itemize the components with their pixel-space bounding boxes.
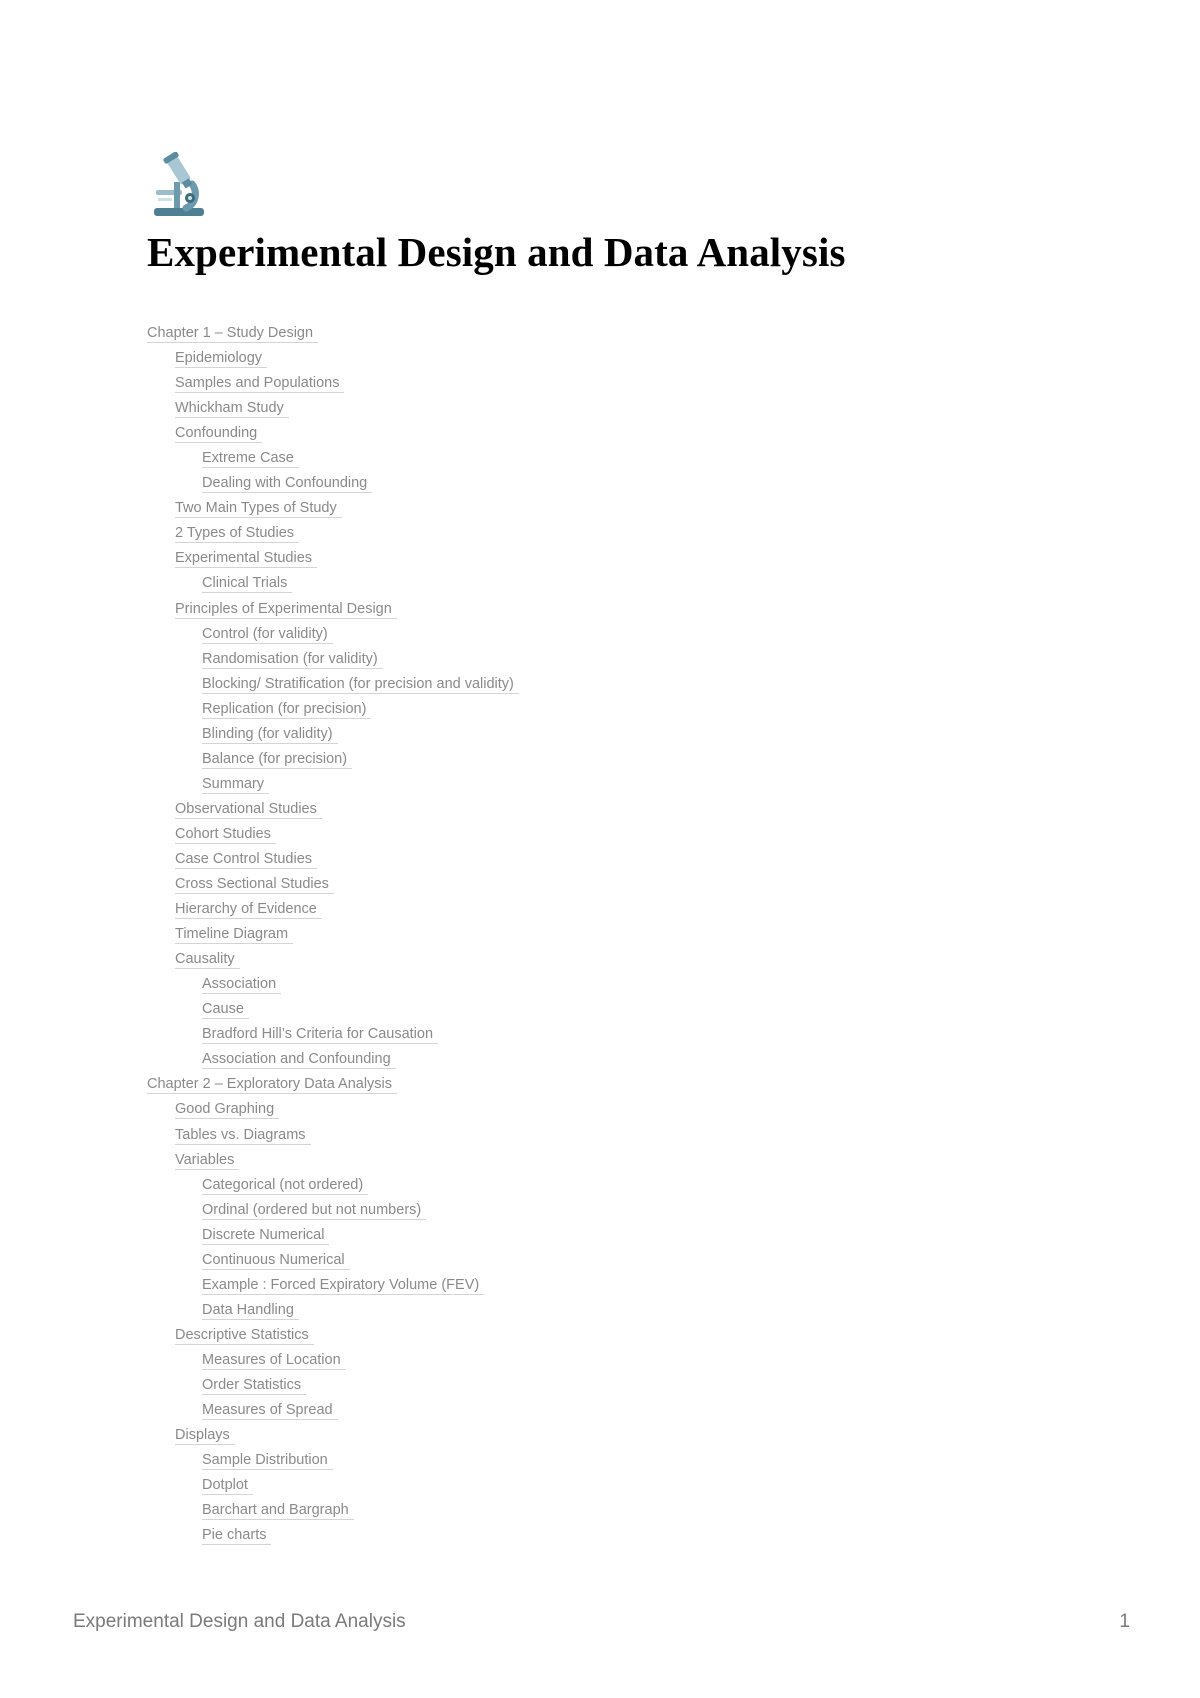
toc-link[interactable]: Summary <box>202 776 269 794</box>
toc-link[interactable]: Variables <box>175 1152 239 1170</box>
toc-item <box>147 545 1107 570</box>
toc-item <box>147 746 1107 771</box>
toc-link[interactable]: Continuous Numerical <box>202 1252 350 1270</box>
toc-item <box>147 520 1107 545</box>
toc-item <box>147 1322 1107 1347</box>
toc-link[interactable]: Confounding <box>175 425 262 443</box>
toc-item <box>147 1046 1107 1071</box>
toc-item <box>147 1096 1107 1121</box>
toc-link[interactable]: Whickham Study <box>175 400 289 418</box>
toc-link[interactable]: Categorical (not ordered) <box>202 1177 368 1195</box>
toc-item <box>147 1347 1107 1372</box>
toc-item <box>147 946 1107 971</box>
toc-item <box>147 1522 1107 1547</box>
toc-link[interactable]: Observational Studies <box>175 801 322 819</box>
toc-item <box>147 921 1107 946</box>
toc-link[interactable]: Measures of Location <box>202 1352 346 1370</box>
toc-item <box>147 320 1107 345</box>
toc-link[interactable]: Blocking/ Stratification (for precision and validity) <box>202 676 519 694</box>
toc-link[interactable]: Sample Distribution <box>202 1452 333 1470</box>
microscope-icon <box>150 152 212 218</box>
toc-link[interactable]: Hierarchy of Evidence <box>175 901 322 919</box>
toc-item <box>147 971 1107 996</box>
toc-item <box>147 871 1107 896</box>
toc-link[interactable]: Randomisation (for validity) <box>202 651 383 669</box>
toc-item <box>147 671 1107 696</box>
toc-link[interactable]: Dotplot <box>202 1477 253 1495</box>
toc-item <box>147 846 1107 871</box>
toc-link[interactable]: Measures of Spread <box>202 1402 338 1420</box>
toc-link[interactable]: Clinical Trials <box>202 575 292 593</box>
toc-link[interactable]: Tables vs. Diagrams <box>175 1127 311 1145</box>
toc-link[interactable]: Timeline Diagram <box>175 926 293 944</box>
toc-item <box>147 1122 1107 1147</box>
footer-page-number: 1 <box>1119 1611 1130 1632</box>
toc-item <box>147 1297 1107 1322</box>
toc-link[interactable]: 2 Types of Studies <box>175 525 299 543</box>
toc-link[interactable]: Association <box>202 976 281 994</box>
toc-item <box>147 370 1107 395</box>
toc-link[interactable]: Cause <box>202 1001 249 1019</box>
table-of-contents <box>147 320 1107 1547</box>
toc-link[interactable]: Balance (for precision) <box>202 751 352 769</box>
toc-item <box>147 1472 1107 1497</box>
toc-link[interactable]: Chapter 2 – Exploratory Data Analysis <box>147 1076 397 1094</box>
toc-item <box>147 1197 1107 1222</box>
toc-item <box>147 1447 1107 1472</box>
toc-item <box>147 470 1107 495</box>
toc-link[interactable]: Data Handling <box>202 1302 299 1320</box>
toc-item <box>147 445 1107 470</box>
toc-link[interactable]: Discrete Numerical <box>202 1227 329 1245</box>
toc-item <box>147 570 1107 595</box>
toc-item <box>147 345 1107 370</box>
toc-item <box>147 721 1107 746</box>
toc-link[interactable]: Replication (for precision) <box>202 701 371 719</box>
toc-link[interactable]: Barchart and Bargraph <box>202 1502 354 1520</box>
toc-link[interactable]: Cross Sectional Studies <box>175 876 334 894</box>
toc-item <box>147 696 1107 721</box>
toc-item <box>147 1147 1107 1172</box>
toc-link[interactable]: Samples and Populations <box>175 375 344 393</box>
footer-document-title: Experimental Design and Data Analysis <box>73 1611 406 1632</box>
toc-link[interactable]: Epidemiology <box>175 350 267 368</box>
toc-link[interactable]: Good Graphing <box>175 1101 279 1119</box>
toc-item <box>147 996 1107 1021</box>
toc-item <box>147 1021 1107 1046</box>
toc-link[interactable]: Pie charts <box>202 1527 271 1545</box>
toc-item <box>147 1497 1107 1522</box>
toc-item <box>147 1071 1107 1096</box>
toc-link[interactable]: Association and Confounding <box>202 1051 396 1069</box>
toc-item <box>147 1422 1107 1447</box>
toc-link[interactable]: Case Control Studies <box>175 851 317 869</box>
toc-item <box>147 395 1107 420</box>
toc-link[interactable]: Two Main Types of Study <box>175 500 342 518</box>
toc-link[interactable]: Causality <box>175 951 240 969</box>
toc-link[interactable]: Ordinal (ordered but not numbers) <box>202 1202 426 1220</box>
toc-link[interactable]: Bradford Hill’s Criteria for Causation <box>202 1026 438 1044</box>
toc-item <box>147 1272 1107 1297</box>
toc-link[interactable]: Order Statistics <box>202 1377 306 1395</box>
toc-link[interactable]: Experimental Studies <box>175 550 317 568</box>
toc-link[interactable]: Displays <box>175 1427 235 1445</box>
toc-item <box>147 1372 1107 1397</box>
toc-item <box>147 1222 1107 1247</box>
toc-link[interactable]: Descriptive Statistics <box>175 1327 314 1345</box>
toc-link[interactable]: Control (for validity) <box>202 626 333 644</box>
toc-link[interactable]: Chapter 1 – Study Design <box>147 325 318 343</box>
toc-item <box>147 596 1107 621</box>
toc-link[interactable]: Dealing with Confounding <box>202 475 372 493</box>
toc-item <box>147 646 1107 671</box>
toc-item <box>147 1247 1107 1272</box>
toc-item <box>147 621 1107 646</box>
toc-link[interactable]: Principles of Experimental Design <box>175 601 397 619</box>
toc-item <box>147 1172 1107 1197</box>
page-title: Experimental Design and Data Analysis <box>147 229 846 275</box>
toc-link[interactable]: Cohort Studies <box>175 826 276 844</box>
toc-item <box>147 420 1107 445</box>
toc-link[interactable]: Example : Forced Expiratory Volume (FEV) <box>202 1277 484 1295</box>
toc-item <box>147 821 1107 846</box>
toc-item <box>147 796 1107 821</box>
toc-link[interactable]: Blinding (for validity) <box>202 726 338 744</box>
toc-link[interactable]: Extreme Case <box>202 450 299 468</box>
toc-item <box>147 771 1107 796</box>
toc-item <box>147 495 1107 520</box>
toc-item <box>147 896 1107 921</box>
toc-item <box>147 1397 1107 1422</box>
